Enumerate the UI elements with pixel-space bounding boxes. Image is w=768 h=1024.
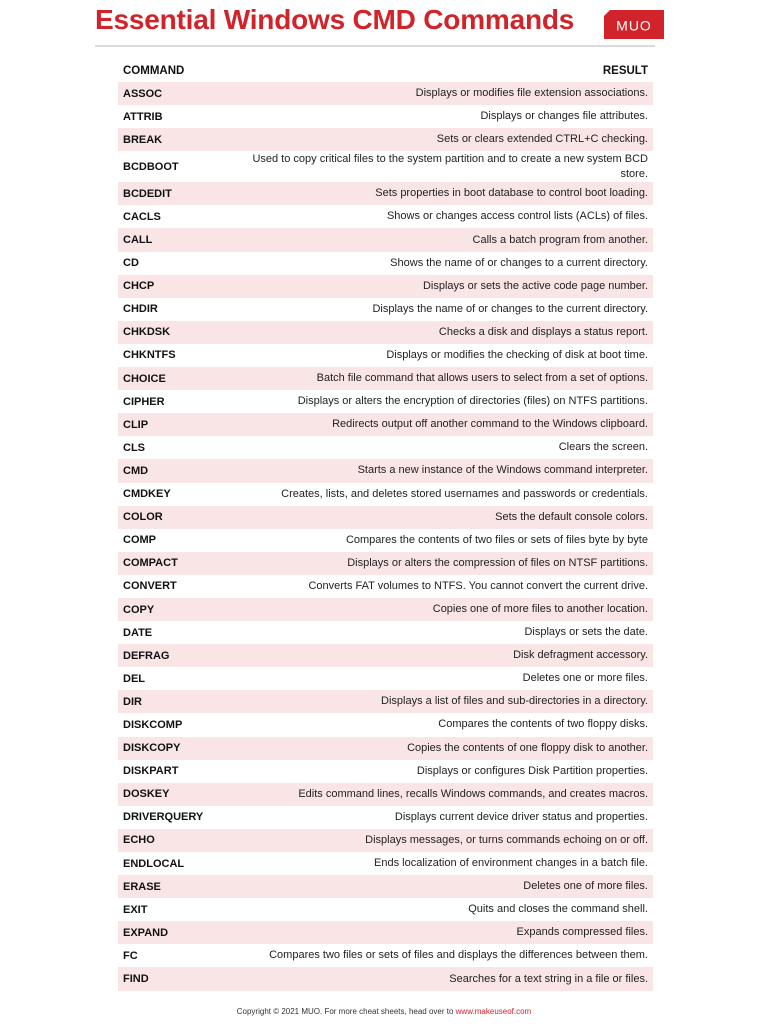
command-result: Shows the name of or changes to a current directory. [390,256,648,269]
command-name: DATE [123,626,153,639]
command-result: Expands compressed files. [516,926,648,939]
command-result: Starts a new instance of the Windows command interpreter. [357,464,648,477]
command-name: COMPACT [123,557,178,570]
table-row [118,344,653,367]
table-row [118,713,653,736]
muo-logo [604,10,664,39]
table-row [118,367,653,390]
table-row [118,621,653,644]
table-row [118,967,653,990]
command-name: DISKPART [123,765,179,778]
command-result: Compares the contents of two floppy disks. [438,718,648,731]
command-name: CLS [123,441,145,454]
command-result: Copies the contents of one floppy disk to another. [407,741,648,754]
command-name: COMP [123,534,156,547]
table-row [118,852,653,875]
command-result: Copies one of more files to another location. [432,603,648,616]
table-body [118,82,653,991]
command-result: Disk defragment accessory. [513,649,648,662]
command-name: ECHO [123,834,155,847]
command-result: Used to copy critical files to the system partition and to create a new system BCD store. [252,152,648,180]
table-row [118,413,653,436]
command-result: Sets the default console colors. [495,510,648,523]
table-row [118,436,653,459]
table-row [118,182,653,205]
command-result: Displays the name of or changes to the current directory. [372,302,648,315]
command-name: DEL [123,672,145,685]
command-result: Creates, lists, and deletes stored usernames and passwords or credentials. [281,487,648,500]
command-name: CD [123,257,139,270]
command-name: CALL [123,234,153,247]
command-result: Deletes one or more files. [522,672,648,685]
command-result: Displays or modifies the checking of disk at boot time. [386,348,648,361]
header-divider [95,45,655,47]
command-result: Calls a batch program from another. [472,233,648,246]
command-result: Displays or configures Disk Partition properties. [416,764,648,777]
command-name: ASSOC [123,87,163,100]
command-result: Displays or modifies file extension associations. [415,87,648,100]
table-row [118,737,653,760]
table-row [118,529,653,552]
command-result: Displays or alters the encryption of directories (files) on NTFS partitions. [297,395,648,408]
table-row [118,506,653,529]
table-row [118,390,653,413]
command-result: Sets properties in boot database to control boot loading. [375,187,648,200]
command-name: CLIP [123,418,149,431]
command-name: DRIVERQUERY [123,811,204,824]
command-name: ATTRIB [123,110,163,123]
table-row [118,275,653,298]
table-row [118,806,653,829]
table-row [118,598,653,621]
table-row [118,105,653,128]
command-name: CHKDSK [123,326,171,339]
command-name: CIPHER [123,395,165,408]
table-row [118,921,653,944]
command-name: DISKCOPY [123,742,181,755]
command-name: EXIT [123,903,148,916]
table-row [118,252,653,275]
command-result: Sets or clears extended CTRL+C checking. [436,133,648,146]
table-row [118,667,653,690]
table-row [118,228,653,251]
command-result: Displays or changes file attributes. [480,110,648,123]
footer-text: Copyright © 2021 MUO. For more cheat sheets, head over to [236,1007,456,1016]
command-result: Displays or alters the compression of files on NTSF partitions. [347,556,648,569]
table-row [118,205,653,228]
command-result: Displays messages, or turns commands echoing on or off. [365,833,648,846]
command-result: Ends localization of environment changes in a batch file. [374,857,648,870]
command-name: CHOICE [123,372,166,385]
command-name: DISKCOMP [123,718,183,731]
command-name: BCDBOOT [123,160,179,173]
table-row [118,128,653,151]
table-header [118,60,653,82]
command-name: CONVERT [123,580,177,593]
command-result: Deletes one of more files. [523,880,648,893]
command-name: DEFRAG [123,649,170,662]
table-row [118,321,653,344]
table-row [118,151,653,182]
command-name: CHCP [123,280,155,293]
command-name: FC [123,949,138,962]
command-name: BCDEDIT [123,187,172,200]
command-name: CMD [123,464,149,477]
command-name: COPY [123,603,155,616]
command-result: Compares the contents of two files or sets of files byte by byte [345,533,648,546]
table-row [118,459,653,482]
page-title: Essential Windows CMD Commands [95,4,575,35]
command-name: DIR [123,695,142,708]
table-row [118,575,653,598]
command-name: ERASE [123,880,161,893]
column-header-result: RESULT [602,65,648,77]
command-result: Displays current device driver status and properties. [394,810,648,823]
command-name: CHKNTFS [123,349,176,362]
command-name: COLOR [123,511,163,524]
command-result: Compares two files or sets of files and displays the differences between them. [269,949,648,962]
command-result: Clears the screen. [558,441,648,454]
command-result: Displays or sets the active code page number. [422,279,648,292]
command-name: DOSKEY [123,788,170,801]
table-row [118,644,653,667]
command-result: Batch file command that allows users to select from a set of options. [316,372,648,385]
logo-text: MUO [616,17,652,34]
table-row [118,875,653,898]
table-row [118,944,653,967]
table-row [118,783,653,806]
command-result: Shows or changes access control lists (ACLs) of files. [386,210,648,223]
command-result: Edits command lines, recalls Windows commands, and creates macros. [298,787,648,800]
table-row [118,82,653,105]
command-name: ENDLOCAL [123,857,185,870]
command-result: Checks a disk and displays a status report. [438,325,648,338]
table-row [118,829,653,852]
table-row [118,483,653,506]
command-result: Redirects output off another command to the Windows clipboard. [332,418,648,431]
command-result: Converts FAT volumes to NTFS. You cannot convert the current drive. [308,579,648,592]
command-name: CACLS [123,210,161,223]
command-name: CHDIR [123,303,158,316]
command-name: FIND [123,973,149,986]
command-name: CMDKEY [123,488,171,501]
command-result: Quits and closes the command shell. [468,903,648,916]
table-row [118,552,653,575]
footer [0,1007,768,1016]
command-result: Displays a list of files and sub-directories in a directory. [381,695,648,708]
header [0,0,768,46]
command-result: Displays or sets the date. [524,626,648,639]
command-name: EXPAND [123,926,169,939]
footer-link[interactable]: www.makeuseof.com [455,1007,532,1016]
table-row [118,760,653,783]
table-row [118,298,653,321]
table-row [118,898,653,921]
commands-table [118,60,653,991]
command-name: BREAK [123,133,163,146]
table-row [118,690,653,713]
command-result: Searches for a text string in a file or files. [449,972,648,985]
column-header-command: COMMAND [123,65,185,77]
